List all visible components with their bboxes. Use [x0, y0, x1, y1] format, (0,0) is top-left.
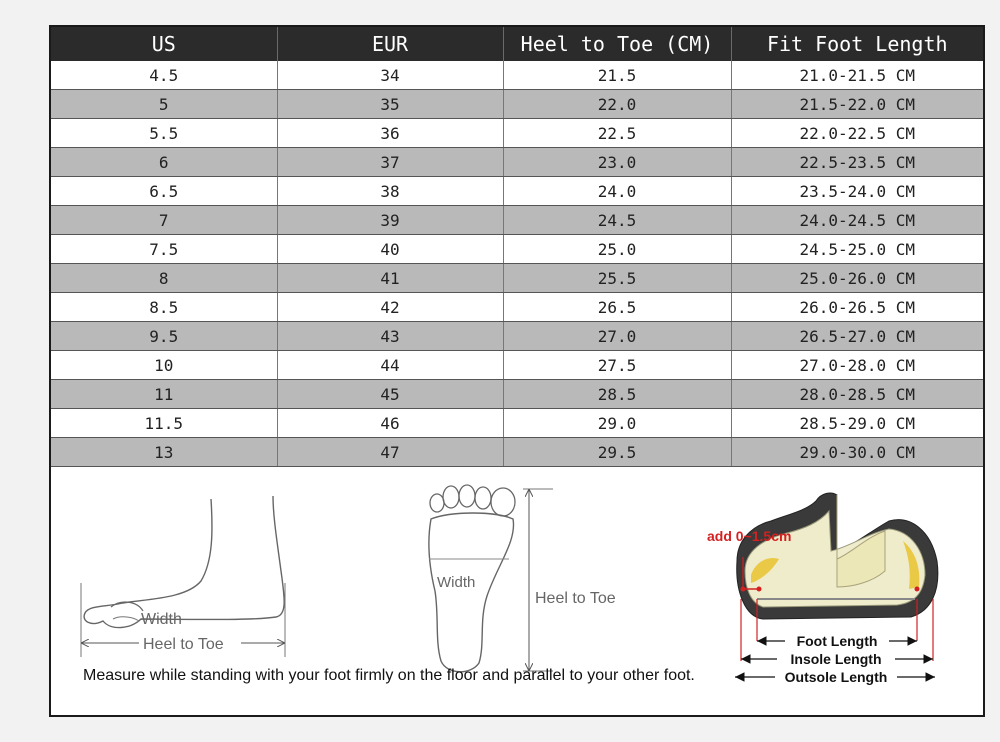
- cell-eur: 43: [277, 322, 503, 351]
- add-allowance-label: add 0~1.5cm: [707, 528, 792, 544]
- cell-heel-to-toe: 22.5: [503, 119, 731, 148]
- table-body: [51, 61, 983, 467]
- cell-heel-to-toe: 29.0: [503, 409, 731, 438]
- cell-us: 7: [51, 206, 277, 235]
- side-foot-illustration: [81, 496, 285, 657]
- cell-eur: 42: [277, 293, 503, 322]
- cell-fit-foot-length: 21.0-21.5 CM: [731, 61, 983, 90]
- cell-eur: 44: [277, 351, 503, 380]
- table-header-row: [51, 27, 983, 61]
- header-us: US: [51, 27, 277, 61]
- cell-us: 8: [51, 264, 277, 293]
- sole-footprint-illustration: [429, 485, 616, 672]
- table-row: [51, 351, 983, 380]
- sole-width-label: Width: [437, 574, 476, 591]
- cell-us: 6.5: [51, 177, 277, 206]
- cell-eur: 37: [277, 148, 503, 177]
- cell-fit-foot-length: 21.5-22.0 CM: [731, 90, 983, 119]
- size-table: [51, 27, 983, 467]
- size-chart-frame: [49, 25, 985, 717]
- cell-eur: 40: [277, 235, 503, 264]
- cell-fit-foot-length: 23.5-24.0 CM: [731, 177, 983, 206]
- cell-us: 8.5: [51, 293, 277, 322]
- table-row: [51, 264, 983, 293]
- side-length-label: Heel to Toe: [143, 636, 224, 653]
- table-row: [51, 206, 983, 235]
- table-row: [51, 409, 983, 438]
- cell-eur: 46: [277, 409, 503, 438]
- cell-heel-to-toe: 23.0: [503, 148, 731, 177]
- cell-fit-foot-length: 27.0-28.0 CM: [731, 351, 983, 380]
- cell-us: 5: [51, 90, 277, 119]
- cell-fit-foot-length: 28.0-28.5 CM: [731, 380, 983, 409]
- table-row: [51, 148, 983, 177]
- cell-heel-to-toe: 24.0: [503, 177, 731, 206]
- table-row: [51, 177, 983, 206]
- cell-fit-foot-length: 29.0-30.0 CM: [731, 438, 983, 467]
- cell-heel-to-toe: 26.5: [503, 293, 731, 322]
- table-row: [51, 61, 983, 90]
- cell-fit-foot-length: 24.5-25.0 CM: [731, 235, 983, 264]
- cell-us: 11: [51, 380, 277, 409]
- foot-length-label: Foot Length: [796, 633, 878, 649]
- cell-eur: 41: [277, 264, 503, 293]
- header-heel-to-toe: Heel to Toe (CM): [503, 27, 731, 61]
- measurement-diagrams: [51, 471, 983, 715]
- cell-eur: 38: [277, 177, 503, 206]
- insole-length-label: Insole Length: [790, 651, 882, 667]
- cell-fit-foot-length: 22.0-22.5 CM: [731, 119, 983, 148]
- table-row: [51, 438, 983, 467]
- cell-fit-foot-length: 22.5-23.5 CM: [731, 148, 983, 177]
- header-eur: EUR: [277, 27, 503, 61]
- cell-fit-foot-length: 25.0-26.0 CM: [731, 264, 983, 293]
- cell-heel-to-toe: 27.0: [503, 322, 731, 351]
- cell-us: 13: [51, 438, 277, 467]
- cell-heel-to-toe: 25.5: [503, 264, 731, 293]
- cell-heel-to-toe: 27.5: [503, 351, 731, 380]
- cell-us: 9.5: [51, 322, 277, 351]
- cell-heel-to-toe: 24.5: [503, 206, 731, 235]
- cell-fit-foot-length: 26.5-27.0 CM: [731, 322, 983, 351]
- cell-us: 6: [51, 148, 277, 177]
- cell-heel-to-toe: 29.5: [503, 438, 731, 467]
- side-width-label: Width: [141, 611, 182, 628]
- cell-eur: 35: [277, 90, 503, 119]
- outsole-length-label: Outsole Length: [784, 669, 888, 685]
- table-row: [51, 119, 983, 148]
- cell-fit-foot-length: 26.0-26.5 CM: [731, 293, 983, 322]
- cell-heel-to-toe: 21.5: [503, 61, 731, 90]
- cell-eur: 47: [277, 438, 503, 467]
- cell-us: 7.5: [51, 235, 277, 264]
- cell-eur: 45: [277, 380, 503, 409]
- cell-eur: 36: [277, 119, 503, 148]
- header-fit-foot-length: Fit Foot Length: [731, 27, 983, 61]
- measurement-note: Measure while standing with your foot firmly on the floor and parallel to your other foot.: [83, 667, 695, 684]
- cell-heel-to-toe: 25.0: [503, 235, 731, 264]
- table-row: [51, 293, 983, 322]
- cell-heel-to-toe: 28.5: [503, 380, 731, 409]
- cell-us: 10: [51, 351, 277, 380]
- table-row: [51, 90, 983, 119]
- cell-fit-foot-length: 24.0-24.5 CM: [731, 206, 983, 235]
- cell-eur: 34: [277, 61, 503, 90]
- cell-heel-to-toe: 22.0: [503, 90, 731, 119]
- cell-us: 5.5: [51, 119, 277, 148]
- cell-us: 11.5: [51, 409, 277, 438]
- shoe-cross-section-illustration: [707, 493, 938, 685]
- cell-us: 4.5: [51, 61, 277, 90]
- table-row: [51, 235, 983, 264]
- cell-eur: 39: [277, 206, 503, 235]
- table-row: [51, 380, 983, 409]
- cell-fit-foot-length: 28.5-29.0 CM: [731, 409, 983, 438]
- sole-length-label: Heel to Toe: [535, 590, 616, 607]
- table-row: [51, 322, 983, 351]
